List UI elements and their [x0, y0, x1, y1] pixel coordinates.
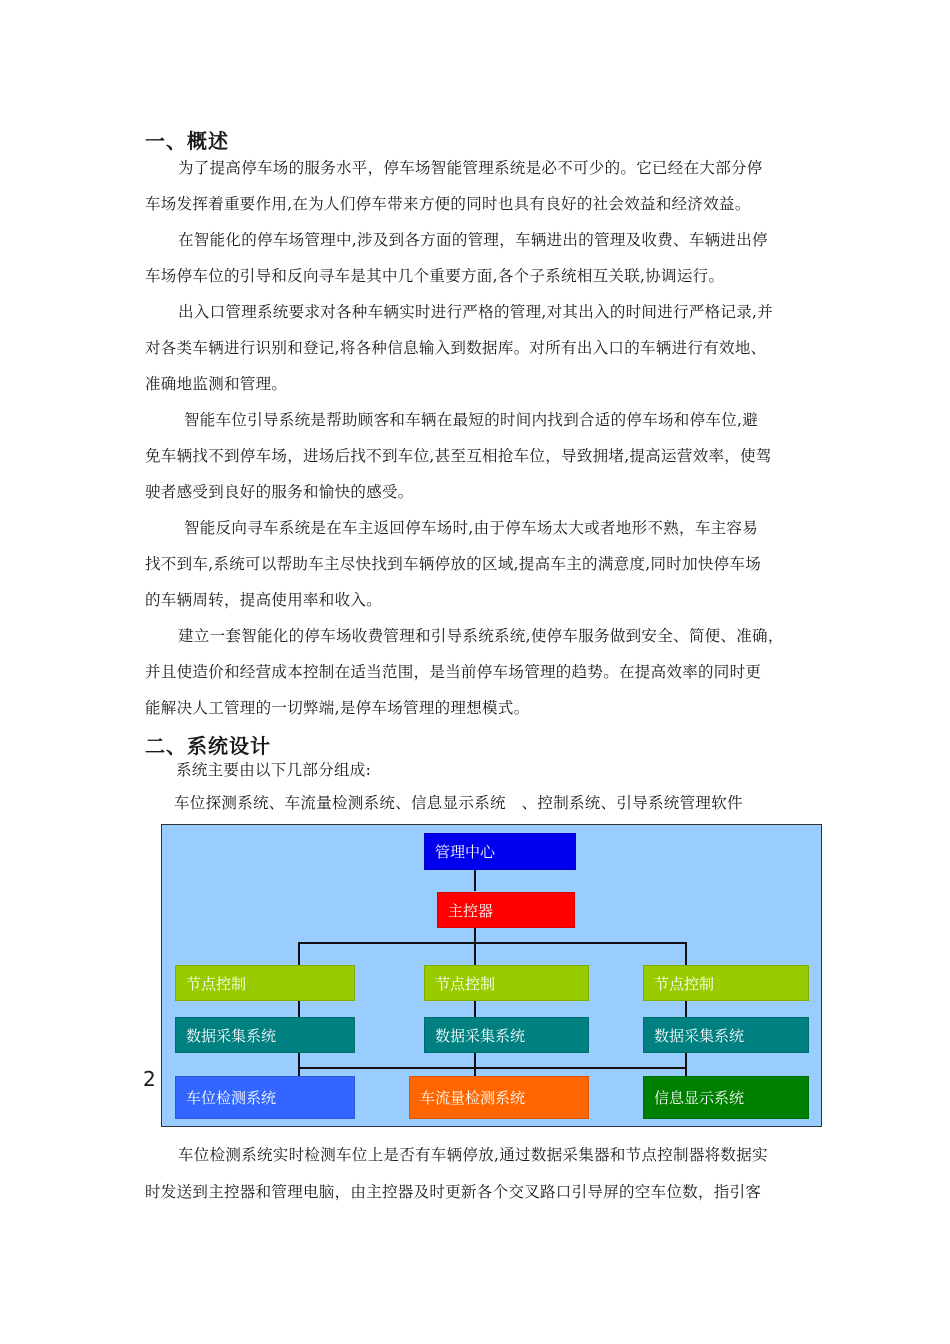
- para-line: 为了提高停车场的服务水平，停车场智能管理系统是必不可少的。它已经在大部分停: [178, 159, 763, 177]
- para-line: 对各类车辆进行识别和登记,将各种信息输入到数据库。对所有出入口的车辆进行有效地、: [145, 339, 767, 357]
- node-control-mid: 节点控制: [424, 965, 589, 1001]
- node-control-left: 节点控制: [175, 965, 355, 1001]
- connector: [685, 1001, 687, 1017]
- para-line: 驶者感受到良好的服务和愉快的感受。: [145, 483, 414, 501]
- management-center-box: 管理中心: [424, 833, 576, 870]
- connector: [685, 942, 687, 965]
- para-line: 免车辆找不到停车场，进场后找不到车位,甚至互相抢车位，导致拥堵,提高运营效率，使驾: [145, 447, 772, 465]
- data-acquisition-left: 数据采集系统: [175, 1017, 355, 1053]
- section-1-heading: 一、概述: [145, 129, 229, 153]
- para-line: 智能车位引导系统是帮助顾客和车辆在最短的时间内找到合适的停车场和停车位,避: [184, 411, 759, 429]
- para-line: 并且使造价和经营成本控制在适当范围，是当前停车场管理的趋势。在提高效率的同时更: [145, 663, 762, 681]
- connector: [474, 869, 476, 891]
- para-line: 能解决人工管理的一切弊端,是停车场管理的理想模式。: [145, 699, 530, 717]
- connector: [474, 1001, 476, 1017]
- para-line: 智能反向寻车系统是在车主返回停车场时,由于停车场太大或者地形不熟，车主容易: [184, 519, 759, 537]
- main-controller-box: 主控器: [437, 892, 575, 928]
- connector: [298, 1067, 687, 1069]
- section-2-heading: 二、系统设计: [145, 734, 271, 758]
- info-display-box: 信息显示系统: [643, 1076, 809, 1119]
- traffic-flow-detection-box: 车流量检测系统: [409, 1076, 589, 1119]
- para-line: 在智能化的停车场管理中,涉及到各方面的管理，车辆进出的管理及收费、车辆进出停: [178, 231, 768, 249]
- data-acquisition-right: 数据采集系统: [643, 1017, 809, 1053]
- para-line: 建立一套智能化的停车场收费管理和引导系统系统,使停车服务做到安全、简便、准确，: [178, 627, 784, 645]
- connector: [685, 1053, 687, 1076]
- para-line: 车位检测系统实时检测车位上是否有车辆停放,通过数据采集器和节点控制器将数据实: [178, 1146, 768, 1164]
- para-line: 找不到车,系统可以帮助车主尽快找到车辆停放的区域,提高车主的满意度,同时加快停车场: [145, 555, 762, 573]
- page-number: 2: [143, 1067, 156, 1091]
- para-line: 的车辆周转，提高使用率和收入。: [145, 591, 383, 609]
- node-control-right: 节点控制: [643, 965, 809, 1001]
- connector: [298, 942, 300, 965]
- para-line: 时发送到主控器和管理电脑，由主控器及时更新各个交叉路口引导屏的空车位数，指引客: [145, 1183, 762, 1201]
- data-acquisition-mid: 数据采集系统: [424, 1017, 589, 1053]
- intro-line: 系统主要由以下几部分组成:: [176, 761, 372, 779]
- parking-detection-box: 车位检测系统: [175, 1076, 355, 1119]
- para-line: 车场停车位的引导和反向寻车是其中几个重要方面,各个子系统相互关联,协调运行。: [145, 267, 725, 285]
- connector: [474, 1053, 476, 1076]
- connector: [298, 942, 687, 944]
- connector: [474, 942, 476, 965]
- system-diagram: [161, 824, 822, 1127]
- para-line: 车场发挥着重要作用,在为人们停车带来方便的同时也具有良好的社会效益和经济效益。: [145, 195, 751, 213]
- para-line: 准确地监测和管理。: [145, 375, 288, 393]
- connector: [298, 1001, 300, 1017]
- connector: [298, 1053, 300, 1076]
- para-line: 出入口管理系统要求对各种车辆实时进行严格的管理,对其出入的时间进行严格记录,并: [178, 303, 774, 321]
- components-line: 车位探测系统、车流量检测系统、信息显示系统 、控制系统、引导系统管理软件: [174, 794, 743, 812]
